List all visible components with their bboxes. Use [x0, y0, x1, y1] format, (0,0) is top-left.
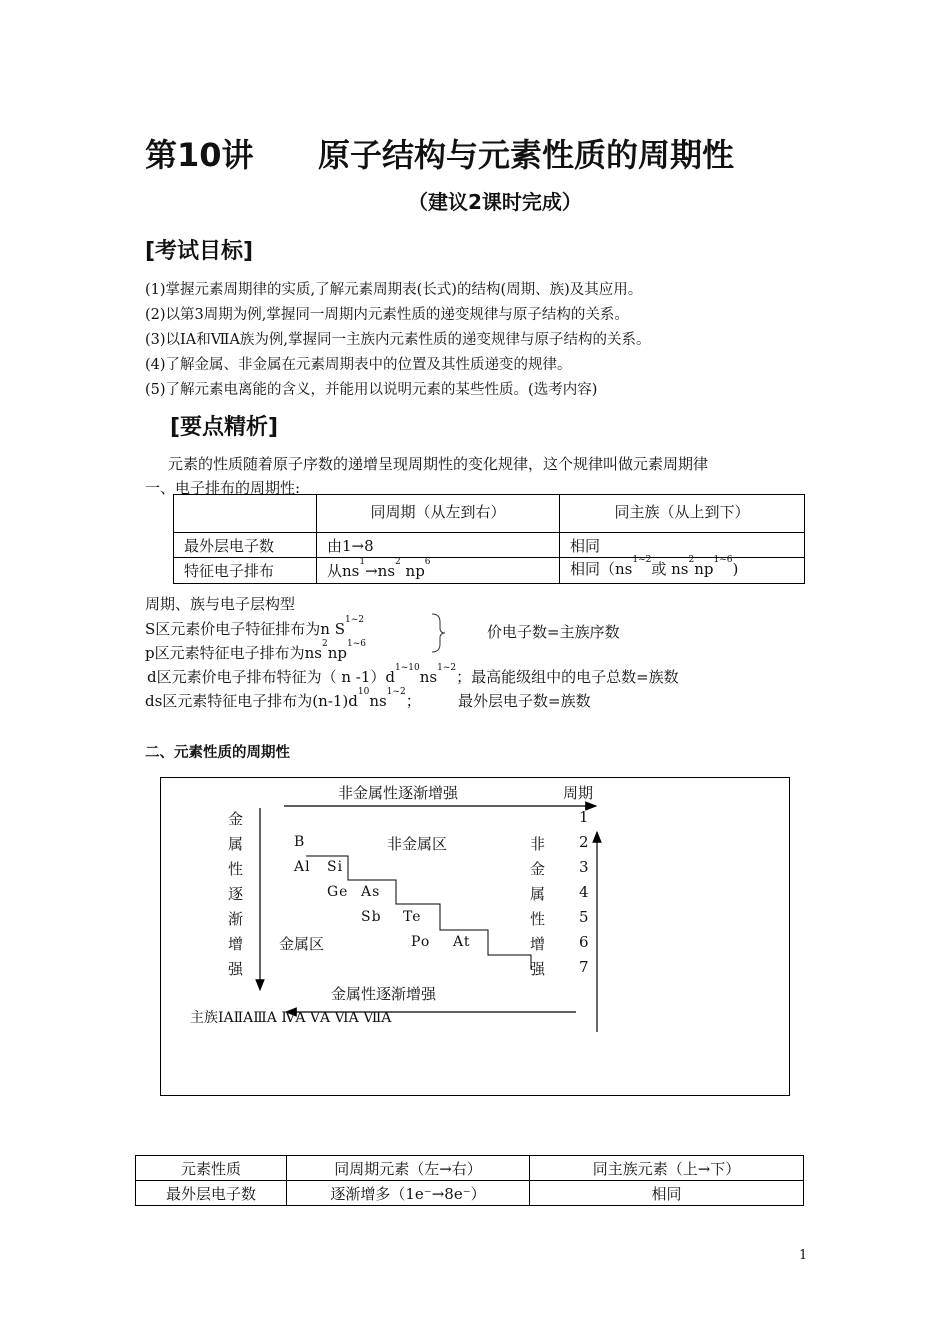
- left-char: 金: [228, 810, 244, 828]
- table-cell: 相同: [530, 1181, 804, 1206]
- left-char: 增: [228, 935, 244, 953]
- right-char: 强: [530, 960, 546, 978]
- element-Po: Po: [411, 934, 431, 950]
- ds-note: 最外层电子数=族数: [458, 692, 591, 710]
- goals-heading: [考试目标]: [145, 239, 254, 264]
- groups-row: 主族ⅠAⅡAⅢA ⅣA ⅤA ⅥA ⅦA: [190, 1010, 392, 1026]
- intro-text: 元素的性质随着原子序数的递增呈现周期性的变化规律，这个规律叫做元素周期律: [168, 455, 709, 473]
- element-B: B: [294, 834, 306, 850]
- left-char: 属: [228, 835, 244, 853]
- table-cell: 最外层电子数: [136, 1181, 287, 1206]
- table-header: 同主族元素（上→下）: [530, 1156, 804, 1181]
- table-cell: 特征电子排布: [174, 558, 317, 584]
- left-char: 渐: [228, 910, 244, 928]
- element-Te: Te: [403, 909, 422, 925]
- period-number: 4: [579, 883, 589, 901]
- period-number: 6: [579, 933, 589, 951]
- goal-item: (5)了解元素电离能的含义，并能用以说明元素的某些性质。(选考内容): [145, 382, 598, 398]
- element-Ge: Ge: [327, 884, 349, 900]
- suggestion-subtitle: （建议2课时完成）: [408, 190, 582, 214]
- goal-item: (3)以ⅠA和ⅦA族为例,掌握同一主族内元素性质的递变规律与原子结构的关系。: [145, 332, 651, 348]
- element-Si: Si: [327, 859, 344, 875]
- table-header: 同周期元素（左→右）: [287, 1156, 530, 1181]
- s-block-line: S区元素价电子特征排布为n $S^{1\sim 2}$: [145, 615, 364, 638]
- table-header: 元素性质: [136, 1156, 287, 1181]
- period-label: 周期: [563, 784, 594, 802]
- element-As: As: [361, 884, 381, 900]
- element-Sb: Sb: [361, 909, 382, 925]
- period-number: 2: [579, 833, 589, 851]
- right-char: 性: [530, 910, 546, 928]
- goal-item: (4)了解金属、非金属在元素周期表中的位置及其性质递变的规律。: [145, 357, 572, 373]
- table-header: 同周期（从左到右）: [317, 495, 560, 533]
- right-char: 金: [530, 860, 546, 878]
- page-number: 1: [799, 1248, 808, 1263]
- property-table: [135, 1155, 804, 1206]
- element-Al: Al: [294, 859, 311, 875]
- table-cell: 最外层电子数: [174, 533, 317, 558]
- goal-item: (2)以第3周期为例,掌握同一周期内元素性质的递变规律与原子结构的关系。: [145, 307, 629, 323]
- right-char: 非: [530, 835, 546, 853]
- period-number: 5: [579, 908, 589, 926]
- right-char: 属: [530, 885, 546, 903]
- period-number: 3: [579, 858, 589, 876]
- section2-heading: 二、元素性质的周期性: [145, 745, 290, 761]
- table-cell: 逐渐增多（1e⁻→8e⁻）: [287, 1181, 530, 1206]
- left-char: 逐: [228, 885, 244, 903]
- table-header: 同主族（从上到下）: [560, 495, 805, 533]
- blocks-heading: 周期、族与电子层构型: [145, 595, 296, 613]
- metal-zone: 金属区: [279, 935, 325, 953]
- period-number: 1: [579, 808, 589, 826]
- ds-block-line: ds区元素特征电子排布为$(n-1)d^{10}ns^{1\sim 2}$；: [145, 687, 421, 710]
- p-block-line: p区元素特征电子排布为$ns^2np^{1\sim 6}$: [145, 639, 366, 662]
- table-cell: 由1→8: [317, 533, 560, 558]
- table-cell: 从$ns^1\to ns^2$ $np^6$: [317, 558, 560, 584]
- page-title: 原子结构与元素性质的周期性: [318, 136, 735, 174]
- table-cell: 相同: [560, 533, 805, 558]
- table-cell: 相同（$ns^{1\sim 2}$或 $ns^2np^{1\sim 6}$): [560, 558, 805, 584]
- top-arrow-label: 非金属性逐渐增强: [338, 784, 459, 802]
- left-char: 强: [228, 960, 244, 978]
- goal-item: (1)掌握元素周期律的实质,了解元素周期表(长式)的结构(周期、族)及其应用。: [145, 282, 643, 298]
- points-heading: [要点精析]: [170, 415, 279, 440]
- nonmetal-zone: 非金属区: [387, 835, 448, 853]
- subsection-1: 一、电子排布的周期性:: [145, 479, 301, 497]
- bottom-arrow-label: 金属性逐渐增强: [331, 985, 437, 1003]
- brace-note: 价电子数=主族序数: [487, 623, 620, 641]
- lecture-number: 第10讲: [145, 136, 254, 174]
- right-char: 增: [530, 935, 546, 953]
- left-char: 性: [228, 860, 244, 878]
- period-number: 7: [579, 958, 589, 976]
- d-block-line: d区元素价电子排布特征为（ n $-1)d^{1\sim 10}ns^{1\sim 2}$；最高能级组中的电子总数=族数: [147, 663, 679, 686]
- element-At: At: [453, 934, 471, 950]
